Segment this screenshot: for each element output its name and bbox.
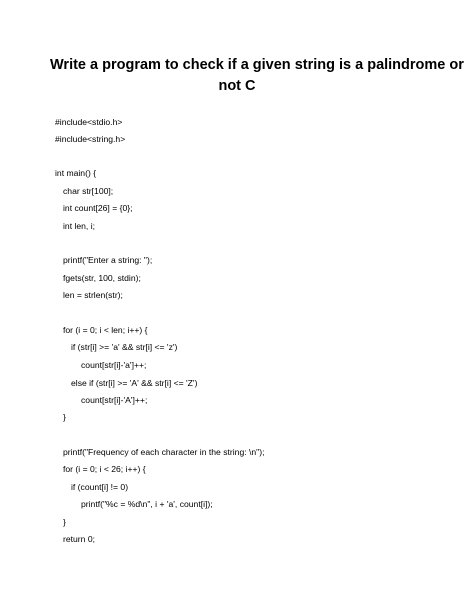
code-line: len = strlen(str); [63, 290, 123, 300]
code-line: for (i = 0; i < 26; i++) { [63, 464, 146, 474]
code-line: for (i = 0; i < len; i++) { [63, 325, 148, 335]
code-line: int count[26] = {0}; [63, 203, 133, 213]
code-line: if (count[i] != 0) [71, 482, 129, 492]
code-line: printf("%c = %d\n", i + 'a', count[i]); [81, 499, 213, 509]
code-line: } [63, 517, 66, 527]
code-line: int main() { [55, 168, 97, 178]
code-line: printf("Enter a string: "); [63, 255, 153, 265]
code-line: if (str[i] >= 'a' && str[i] <= 'z') [71, 342, 178, 352]
code-line: fgets(str, 100, stdin); [63, 273, 141, 283]
code-line: count[str[i]-'a']++; [81, 360, 147, 370]
code-line: #include<string.h> [55, 134, 126, 144]
code-line: else if (str[i] >= 'A' && str[i] <= 'Z') [71, 378, 198, 388]
document-title-line-1: Write a program to check if a given string is a palindrome or [50, 57, 464, 73]
code-line: count[str[i]-'A']++; [81, 395, 148, 405]
code-line: char str[100]; [63, 186, 114, 196]
code-line: } [63, 412, 66, 422]
code-line: #include<stdio.h> [55, 117, 123, 127]
document-title-line-2: not C [218, 78, 256, 94]
code-line: return 0; [63, 534, 96, 544]
code-line: int len, i; [63, 221, 96, 231]
code-line: printf("Frequency of each character in the string: \n"); [63, 447, 265, 457]
